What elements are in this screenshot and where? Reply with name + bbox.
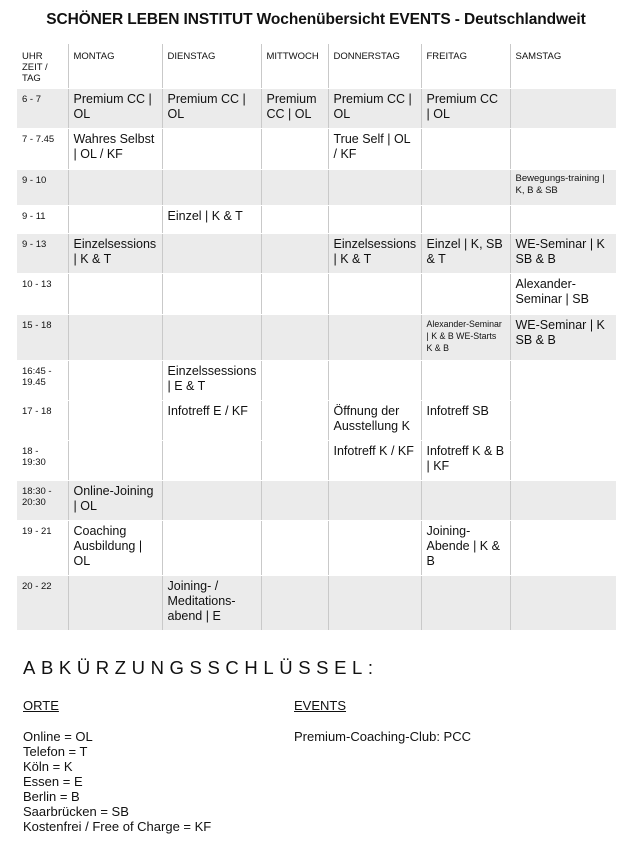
list-item: Köln = K [23, 759, 73, 774]
time-cell: 20 - 22 [17, 576, 68, 631]
table-row [17, 481, 616, 521]
event-cell [162, 441, 261, 481]
list-item: Essen = E [23, 774, 83, 789]
event-cell [261, 441, 328, 481]
event-cell: Bewegungs-training | K, B & SB [510, 170, 616, 206]
page-title: SCHÖNER LEBEN INSTITUT Wochenübersicht EVENTS - Deutschlandweit [46, 11, 586, 28]
header-donnerstag: DONNERSTAG [328, 44, 421, 89]
event-cell: Einzelsessions | K & T [68, 234, 162, 274]
event-cell: Einzelssessions | E & T [162, 361, 261, 401]
event-cell [328, 576, 421, 631]
event-cell: Infotreff K & B | KF [421, 441, 510, 481]
time-cell: 15 - 18 [17, 315, 68, 361]
event-cell: Premium CC | OL [68, 89, 162, 129]
table-row [17, 361, 616, 401]
event-cell [68, 315, 162, 361]
event-cell [162, 481, 261, 521]
time-cell: 6 - 7 [17, 89, 68, 129]
table-row [17, 315, 616, 361]
event-cell [261, 315, 328, 361]
event-cell [68, 441, 162, 481]
event-cell [421, 274, 510, 315]
event-cell [68, 170, 162, 206]
table-row [17, 274, 616, 315]
table-row [17, 401, 616, 441]
event-cell [510, 521, 616, 576]
event-cell [261, 401, 328, 441]
event-cell [510, 441, 616, 481]
event-cell [68, 361, 162, 401]
header-row [17, 44, 616, 89]
table-row [17, 89, 616, 129]
event-cell [421, 206, 510, 234]
event-cell: Alexander-Seminar | K & B WE-Starts K & B [421, 315, 510, 361]
event-cell: Coaching Ausbildung | OL [68, 521, 162, 576]
header-dienstag: DIENSTAG [162, 44, 261, 89]
event-cell: Infotreff E / KF [162, 401, 261, 441]
header-mittwoch: MITTWOCH [261, 44, 328, 89]
event-cell [261, 521, 328, 576]
event-cell [510, 206, 616, 234]
header-montag: MONTAG [68, 44, 162, 89]
time-cell: 9 - 11 [17, 206, 68, 234]
event-cell [261, 361, 328, 401]
event-cell [68, 274, 162, 315]
event-cell [328, 315, 421, 361]
event-cell [261, 481, 328, 521]
event-cell [261, 129, 328, 170]
event-cell: Infotreff SB [421, 401, 510, 441]
event-cell [421, 129, 510, 170]
event-cell [421, 481, 510, 521]
event-cell [162, 170, 261, 206]
list-item: Online = OL [23, 729, 93, 744]
list-item: Premium-Coaching-Club: PCC [294, 729, 471, 744]
event-cell [328, 521, 421, 576]
event-cell: Joining- / Meditations-abend | E [162, 576, 261, 631]
event-cell [261, 274, 328, 315]
event-cell [328, 361, 421, 401]
event-cell: WE-Seminar | K SB & B [510, 315, 616, 361]
event-cell: Infotreff K / KF [328, 441, 421, 481]
event-cell [68, 206, 162, 234]
event-cell: Premium CC | OL [261, 89, 328, 129]
event-cell [162, 274, 261, 315]
event-cell [510, 576, 616, 631]
event-cell [328, 206, 421, 234]
header-freitag: FREITAG [421, 44, 510, 89]
table-row [17, 129, 616, 170]
orte-heading: ORTE [23, 698, 59, 713]
event-cell [261, 206, 328, 234]
events-list [294, 729, 471, 744]
time-cell: 9 - 13 [17, 234, 68, 274]
event-cell [510, 361, 616, 401]
table-row [17, 170, 616, 206]
event-cell [421, 576, 510, 631]
list-item: Telefon = T [23, 744, 88, 759]
event-cell [261, 234, 328, 274]
time-cell: 16:45 - 19.45 [17, 361, 68, 401]
event-cell [261, 576, 328, 631]
table-row [17, 234, 616, 274]
event-cell [162, 129, 261, 170]
event-cell [510, 401, 616, 441]
time-cell: 10 - 13 [17, 274, 68, 315]
event-cell: Einzelsessions | K & T [328, 234, 421, 274]
event-cell: Premium CC | OL [421, 89, 510, 129]
event-cell: Alexander-Seminar | SB [510, 274, 616, 315]
event-cell [162, 315, 261, 361]
time-cell: 9 - 10 [17, 170, 68, 206]
list-item: Berlin = B [23, 789, 80, 804]
time-cell: 7 - 7.45 [17, 129, 68, 170]
event-cell: Online-Joining | OL [68, 481, 162, 521]
event-cell [162, 521, 261, 576]
orte-list [23, 729, 211, 834]
event-cell: Öffnung der Ausstellung K [328, 401, 421, 441]
event-cell [421, 361, 510, 401]
schedule-table [17, 44, 616, 631]
event-cell [510, 89, 616, 129]
table-row [17, 576, 616, 631]
header-time: UHR ZEIT / TAG [17, 44, 68, 89]
event-cell [68, 576, 162, 631]
table-row [17, 441, 616, 481]
event-cell: Premium CC | OL [328, 89, 421, 129]
list-item: Saarbrücken = SB [23, 804, 129, 819]
header-samstag: SAMSTAG [510, 44, 616, 89]
event-cell [421, 170, 510, 206]
event-cell [328, 170, 421, 206]
event-cell [162, 234, 261, 274]
time-cell: 18:30 - 20:30 [17, 481, 68, 521]
table-row [17, 521, 616, 576]
event-cell [510, 129, 616, 170]
event-cell: Einzel | K & T [162, 206, 261, 234]
list-item: Kostenfrei / Free of Charge = KF [23, 819, 212, 834]
event-cell: Einzel | K, SB & T [421, 234, 510, 274]
table-row [17, 206, 616, 234]
event-cell: WE-Seminar | K SB & B [510, 234, 616, 274]
time-cell: 17 - 18 [17, 401, 68, 441]
event-cell: Joining-Abende | K & B [421, 521, 510, 576]
event-cell: Wahres Selbst | OL / KF [68, 129, 162, 170]
events-heading: EVENTS [294, 698, 347, 713]
time-cell: 18 - 19:30 [17, 441, 68, 481]
event-cell [328, 481, 421, 521]
event-cell [68, 401, 162, 441]
event-cell: True Self | OL / KF [328, 129, 421, 170]
legend-title: ABKÜRZUNGSSCHLÜSSEL: [23, 657, 379, 678]
event-cell [261, 170, 328, 206]
event-cell [510, 481, 616, 521]
event-cell: Premium CC | OL [162, 89, 261, 129]
time-cell: 19 - 21 [17, 521, 68, 576]
event-cell [328, 274, 421, 315]
